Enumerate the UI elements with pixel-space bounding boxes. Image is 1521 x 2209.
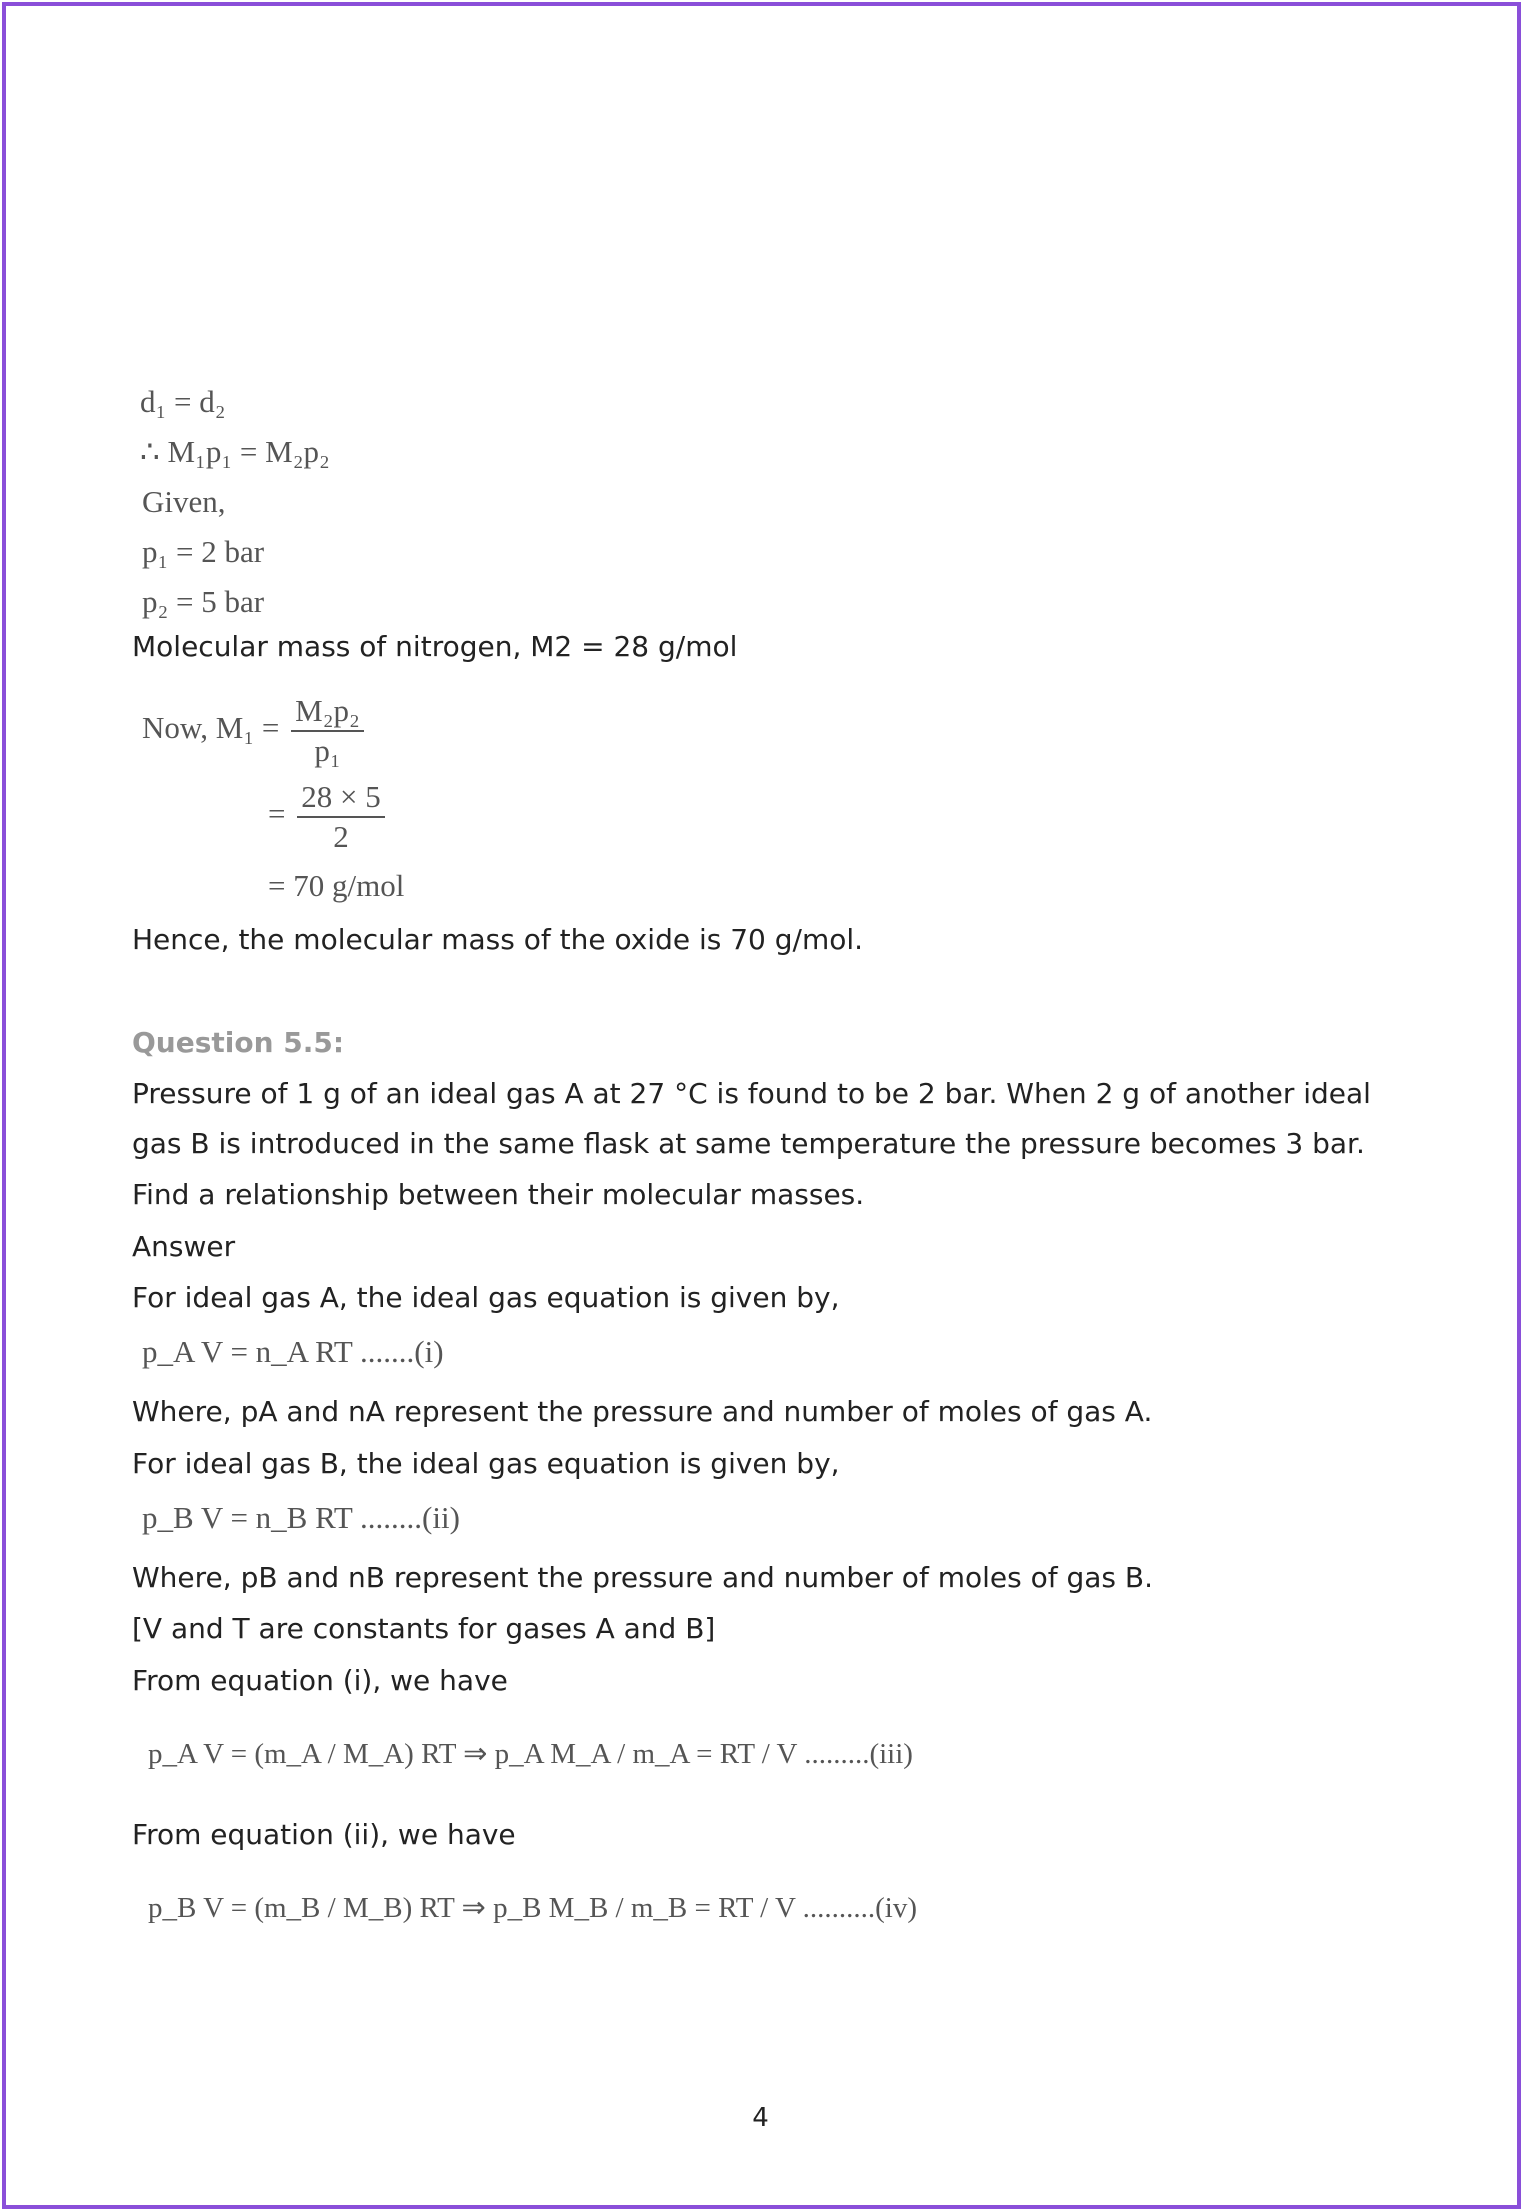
- equation-substitution: = $\frac{28 \times 5}{2}$: [268, 778, 389, 856]
- molecular-mass-line: Molecular mass of nitrogen, M2 = 28 g/mol: [132, 630, 738, 663]
- fraction-28x5-over-2: $\frac{28 \times 5}{2}$: [297, 778, 384, 856]
- equation-ii: p_B V = n_B RT ........(ii): [142, 1500, 460, 1535]
- equation-iv: p_B V = (m_B / M_B) RT ⇒ p_B M_B / m_B = RT / V ..........(iv): [148, 1892, 917, 1924]
- answer-label: Answer: [132, 1230, 236, 1263]
- equation-density: d₁ = d₂: [140, 384, 226, 419]
- where-gas-a: Where, pA and nA represent the pressure and number of moles of gas A.: [132, 1395, 1153, 1428]
- gas-a-intro: For ideal gas A, the ideal gas equation is given by,: [132, 1281, 840, 1314]
- equation-result: = 70 g/mol: [268, 868, 405, 903]
- constants-note: [V and T are constants for gases A and B]: [132, 1612, 716, 1645]
- equation-p2: p₂ = 5 bar: [142, 584, 265, 619]
- question-text-line-1: Pressure of 1 g of an ideal gas A at 27 °C is found to be 2 bar. When 2 g of another ideal: [132, 1077, 1371, 1110]
- equation-iii: p_A V = (m_A / M_A) RT ⇒ p_A M_A / m_A = RT / V .........(iii): [148, 1738, 913, 1770]
- hence-line: Hence, the molecular mass of the oxide is 70 g/mol.: [132, 923, 864, 956]
- fraction-m2p2-over-p1: $\frac{\text{M₂p₂}}{\text{p₁}}$: [291, 692, 364, 770]
- given-label: Given,: [142, 484, 226, 519]
- equation-mass-pressure: ∴ M₁p₁ = M₂p₂: [140, 434, 330, 469]
- equation-now: Now, M₁ = $\frac{\text{M₂p₂}}{\text{p₁}}$: [142, 692, 368, 770]
- from-equation-ii: From equation (ii), we have: [132, 1818, 516, 1851]
- gas-b-intro: For ideal gas B, the ideal gas equation is given by,: [132, 1447, 840, 1480]
- question-text-line-2: gas B is introduced in the same flask at same temperature the pressure becomes 3 bar.: [132, 1127, 1365, 1160]
- page-number: 4: [752, 2103, 769, 2133]
- question-title: Question 5.5:: [132, 1026, 345, 1059]
- where-gas-b: Where, pB and nB represent the pressure and number of moles of gas B.: [132, 1561, 1154, 1594]
- question-text-line-3: Find a relationship between their molecular masses.: [132, 1178, 865, 1211]
- equation-i: p_A V = n_A RT .......(i): [142, 1334, 444, 1369]
- equation-p1: p₁ = 2 bar: [142, 534, 265, 569]
- from-equation-i: From equation (i), we have: [132, 1664, 508, 1697]
